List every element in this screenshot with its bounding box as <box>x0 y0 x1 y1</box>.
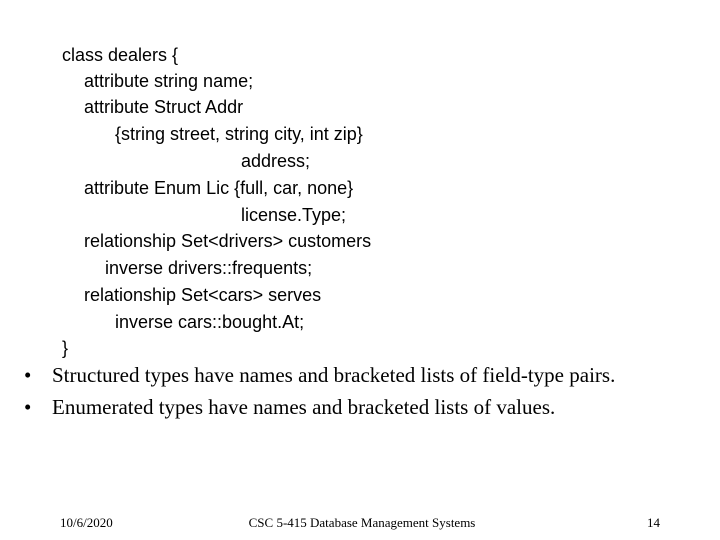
code-line: {string street, string city, int zip} <box>115 124 363 144</box>
bullet-icon: • <box>24 395 32 419</box>
bullet-text: Enumerated types have names and bracketed lists of values. <box>52 395 556 419</box>
code-line: class dealers { <box>62 45 179 65</box>
slide-footer <box>0 512 720 540</box>
footer-course-title: CSC 5-415 Database Management Systems <box>248 515 476 530</box>
bullet-text: Structured types have names and bracketed lists of field-type pairs. <box>52 363 616 387</box>
bullet-icon: • <box>24 363 32 387</box>
code-line: relationship Set<cars> serves <box>84 285 322 305</box>
code-line: inverse cars::bought.At; <box>115 312 305 332</box>
code-line: relationship Set<drivers> customers <box>84 231 372 251</box>
code-line: inverse drivers::frequents; <box>105 258 313 278</box>
code-line: address; <box>241 151 311 171</box>
code-line: } <box>62 338 69 358</box>
page-number: 14 <box>647 515 660 530</box>
footer-date: 10/6/2020 <box>60 515 113 530</box>
code-line: attribute Enum Lic {full, car, none} <box>84 178 354 198</box>
code-line: attribute Struct Addr <box>84 97 244 117</box>
code-line: attribute string name; <box>84 71 254 91</box>
code-line: license.Type; <box>241 205 347 225</box>
